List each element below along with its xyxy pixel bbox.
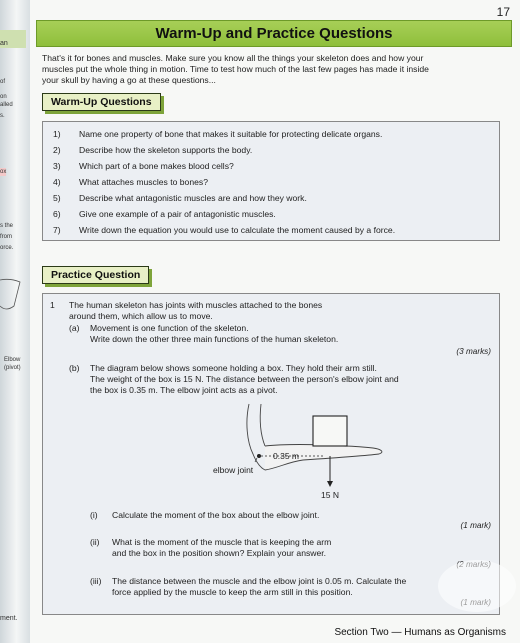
question-text: What attaches muscles to bones?	[79, 177, 208, 187]
part-a-line: Write down the other three main functions of the human skeleton.	[90, 334, 339, 344]
part-iii-line: The distance between the muscle and the elbow joint is 0.05 m. Calculate the	[112, 576, 407, 586]
upper-arm-outline	[260, 404, 265, 446]
force-label: 15 N	[321, 490, 339, 500]
question-text: Describe what antagonistic muscles are and how they work.	[79, 193, 307, 203]
elbow-pivot	[257, 454, 261, 458]
practice-heading: Practice Question	[42, 266, 149, 284]
warmup-heading: Warm-Up Questions	[42, 93, 161, 111]
question-number: 3)	[53, 161, 61, 171]
part-ii-label: (ii)	[90, 537, 100, 547]
question-text: Write down the equation you would use to calculate the moment caused by a force.	[79, 225, 396, 235]
page	[30, 0, 520, 643]
intro-line: That's it for bones and muscles. Make sure you know all the things your skeleton does and how your	[42, 53, 424, 63]
part-a-text	[90, 323, 338, 345]
part-b-line: The diagram below shows someone holding a box. They hold their arm still.	[90, 363, 377, 373]
question-stem	[69, 300, 322, 322]
distance-label: 0.35 m	[273, 451, 299, 461]
intro-text	[42, 53, 507, 86]
question-number: 4)	[53, 177, 61, 187]
question-number: 6)	[53, 209, 61, 219]
question-text: Give one example of a pair of antagonistic muscles.	[79, 209, 276, 219]
question-text: Name one property of bone that makes it suitable for protecting delicate organs.	[79, 129, 383, 139]
part-ii-line: and the box in the position shown? Explain your answer.	[112, 548, 327, 558]
part-iii-line: force applied by the muscle to keep the arm still in this position.	[112, 587, 353, 597]
page-number: 17	[496, 5, 510, 19]
part-i-marks: (1 mark)	[460, 521, 491, 530]
part-ii-line: What is the moment of the muscle that is keeping the arm	[112, 537, 332, 547]
question-number: 1)	[53, 129, 61, 139]
left-fragment: orce.	[0, 245, 14, 251]
part-a-label: (a)	[69, 323, 80, 333]
warmup-box	[42, 121, 500, 241]
part-i-label: (i)	[90, 510, 98, 520]
question-number: 1	[50, 300, 55, 310]
stem-line: around them, which allow us to move.	[69, 311, 213, 321]
part-iii-text	[112, 576, 406, 598]
left-fragment: ment.	[0, 615, 18, 622]
title-banner	[36, 20, 512, 47]
stem-line: The human skeleton has joints with muscles attached to the bones	[69, 300, 323, 310]
part-b-text	[90, 363, 399, 396]
left-fragment: Elbow	[4, 357, 21, 363]
question-text: Describe how the skeleton supports the body.	[79, 145, 253, 155]
left-page-diagram	[0, 276, 26, 316]
part-b-line: The weight of the box is 15 N. The distance between the person's elbow joint and	[90, 374, 399, 384]
left-fragment: ox	[0, 169, 7, 175]
left-page-edge	[0, 0, 30, 643]
box-shape	[313, 416, 347, 446]
left-fragment: (pivot)	[4, 365, 21, 371]
left-fragment: s.	[0, 113, 5, 119]
arm-box-diagram	[193, 402, 393, 504]
question-text: Which part of a bone makes blood cells?	[79, 161, 234, 171]
practice-box	[42, 293, 500, 615]
elbow-label: elbow joint	[213, 465, 254, 475]
left-fragment: alled	[0, 102, 13, 108]
part-b-label: (b)	[69, 363, 80, 373]
question-number: 5)	[53, 193, 61, 203]
part-ii-text	[112, 537, 331, 559]
question-number: 7)	[53, 225, 61, 235]
left-fragment: from	[0, 234, 12, 240]
section-footer: Section Two — Humans as Organisms	[334, 627, 506, 638]
left-fragment: on	[0, 94, 7, 100]
left-fragment: s the	[0, 223, 14, 229]
intro-line: your skull by having a go at these questions...	[42, 75, 216, 85]
part-a-line: Movement is one function of the skeleton.	[90, 323, 249, 333]
left-fragment: of	[0, 79, 6, 85]
left-fragment: an	[0, 40, 8, 47]
part-b-line: the box is 0.35 m. The elbow joint acts as a pivot.	[90, 385, 278, 395]
question-number: 2)	[53, 145, 61, 155]
part-iii-label: (iii)	[90, 576, 102, 586]
part-a-marks: (3 marks)	[456, 347, 491, 356]
intro-line: muscles put the whole thing in motion. Time to test how much of the last few pages has made it inside	[42, 64, 429, 74]
page-title: Warm-Up and Practice Questions	[155, 25, 393, 42]
watermark-stamp	[438, 560, 516, 612]
weight-arrow-head	[327, 481, 333, 487]
part-i-text: Calculate the moment of the box about the elbow joint.	[112, 510, 320, 520]
